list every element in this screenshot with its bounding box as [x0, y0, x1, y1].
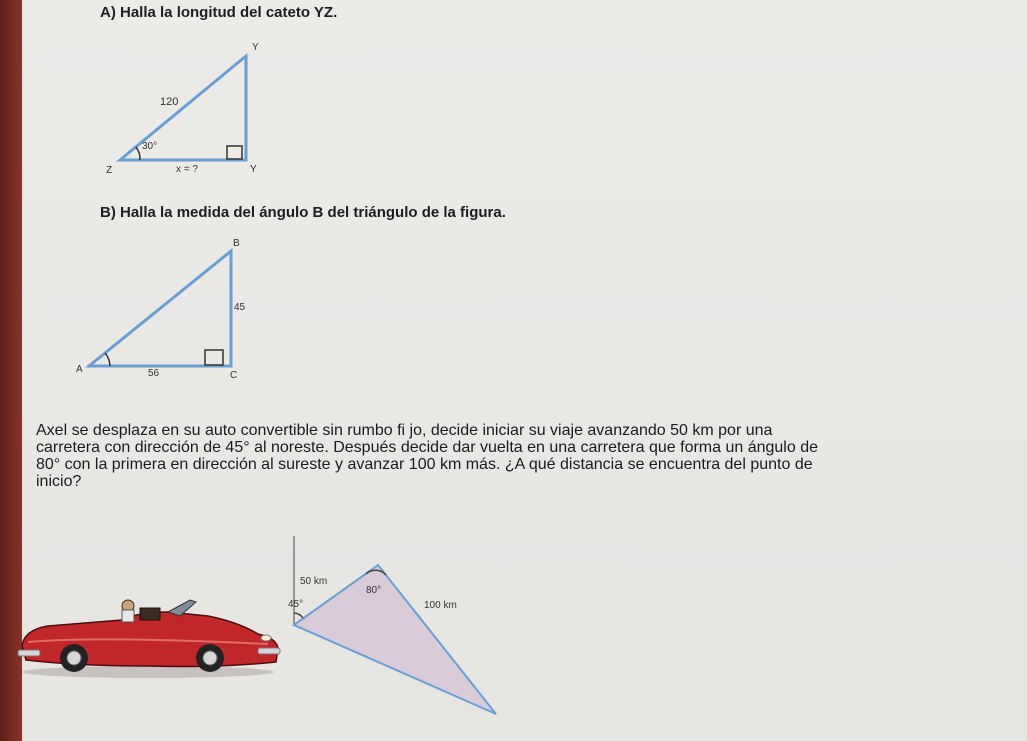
- angle-80-label: 80°: [366, 585, 382, 596]
- side2-label: 100 km: [424, 600, 457, 611]
- problem-line-4: inicio?: [36, 473, 82, 490]
- hypotenuse-label-a: 120: [160, 96, 179, 108]
- road-triangle: [294, 565, 496, 714]
- problem-line-2: carretera con dirección de 45° al noreste. Después decide dar vuelta en una carretera que forma un ángulo de: [36, 439, 818, 456]
- red-convertible-car-image: [18, 592, 282, 682]
- angle-45-label: 45°: [288, 599, 304, 610]
- side1-label: 50 km: [300, 576, 328, 587]
- side-label-45: 45: [234, 302, 246, 313]
- vertex-label-c: C: [230, 370, 238, 381]
- angle-label-a: 30°: [142, 141, 158, 152]
- side-label-56: 56: [148, 368, 160, 379]
- vertex-label-z: Z: [106, 165, 113, 176]
- vertex-label-b: B: [233, 238, 240, 249]
- problem-line-3: 80° con la primera en dirección al sureste y avanzar 100 km más. ¿A qué distancia se encuentra del punto de: [36, 456, 813, 473]
- vertex-label-a: A: [76, 364, 83, 375]
- angle-arc-45: [294, 613, 303, 618]
- vertex-label-y-right: Y: [250, 164, 257, 175]
- unknown-label-a: x = ?: [176, 164, 198, 175]
- section-b-title: B) Halla la medida del ángulo B del triángulo de la figura.: [100, 204, 506, 221]
- vertex-label-y-top: Y: [252, 42, 259, 53]
- problem-line-1: Axel se desplaza en su auto convertible sin rumbo fi jo, decide iniciar su viaje avanzando 50 km por una: [36, 422, 773, 439]
- section-a-title: A) Halla la longitud del cateto YZ.: [100, 4, 338, 21]
